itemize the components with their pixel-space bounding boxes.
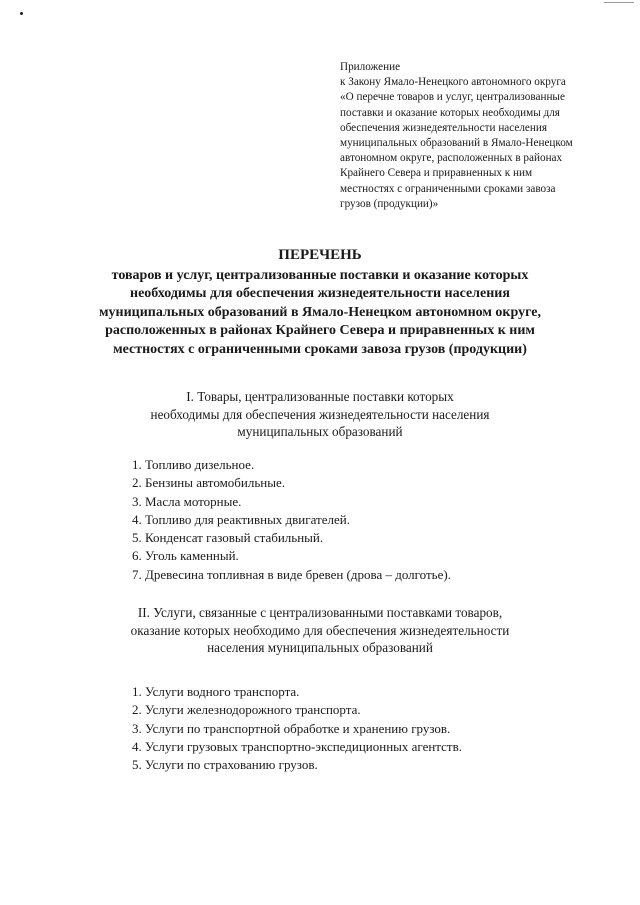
appendix-line: автономном округе, расположенных в районах [340,152,563,165]
section-heading-line: населения муниципальных образований [207,640,433,655]
list-item: 1. Услуги водного транспорта. [132,684,300,699]
list-item: 2. Бензины автомобильные. [132,475,285,491]
title-line: товаров и услуг, централизованные поставки и оказание которых [111,267,529,283]
list-item: 4. Услуги грузовых транспортно-экспедиционных агентств. [132,738,462,754]
scan-artifact-line [604,2,634,3]
list-item: 3. Масла моторные. [132,493,242,509]
section-2-list [132,683,592,774]
section-1-list [132,456,592,584]
appendix-line: грузов (продукции)» [340,197,439,210]
document-title [60,246,580,359]
section-heading-line: I. Товары, централизованные поставки которых [186,389,454,404]
section-heading-line: II. Услуги, связанные с централизованными поставками товаров, [137,605,503,620]
title-heading: ПЕРЕЧЕНЬ [278,247,362,263]
list-item: 3. Услуги по транспортной обработке и хранению грузов. [132,720,451,736]
appendix-line: местностях с ограниченными сроками завоза [340,182,556,195]
section-1-heading [60,388,580,441]
section-2-heading [60,604,580,657]
list-item: 7. Древесина топливная в виде бревен (дрова – долготье). [132,566,451,582]
title-line: расположенных в районах Крайнего Севера и приравненных к ним [105,323,535,338]
list-item: 2. Услуги железнодорожного транспорта. [132,702,361,718]
appendix-note [340,60,620,212]
title-line: необходимы для обеспечения жизнедеятельности населения [130,286,510,301]
list-item: 1. Топливо дизельное. [132,457,255,472]
appendix-line: обеспечения жизнедеятельности населения [340,121,548,134]
appendix-line: муниципальных образований в Ямало-Ненецком [340,137,573,150]
appendix-line: Приложение [340,61,401,73]
section-heading-line: необходимы для обеспечения жизнедеятельности населения [150,406,490,422]
list-item: 6. Уголь каменный. [132,548,239,564]
appendix-line: Крайнего Севера и приравненных к ним [340,167,533,180]
list-item: 4. Топливо для реактивных двигателей. [132,511,350,527]
section-heading-line: муниципальных образований [237,424,403,439]
appendix-line: к Закону Ямало-Ненецкого автономного округа [340,76,566,89]
title-line: муниципальных образований в Ямало-Ненецком автономном округе, [99,304,541,320]
list-item: 5. Услуги по страхованию грузов. [132,757,318,773]
scan-artifact-dot [20,12,23,15]
appendix-line: «О перечне товаров и услуг, централизованные [340,91,565,104]
title-line: местностях с ограниченными сроками завоза грузов (продукции) [113,341,527,357]
appendix-line: поставки и оказание которых необходимы для [340,106,560,119]
section-heading-line: оказание которых необходимо для обеспечения жизнедеятельности [130,622,510,638]
list-item: 5. Конденсат газовый стабильный. [132,530,324,546]
